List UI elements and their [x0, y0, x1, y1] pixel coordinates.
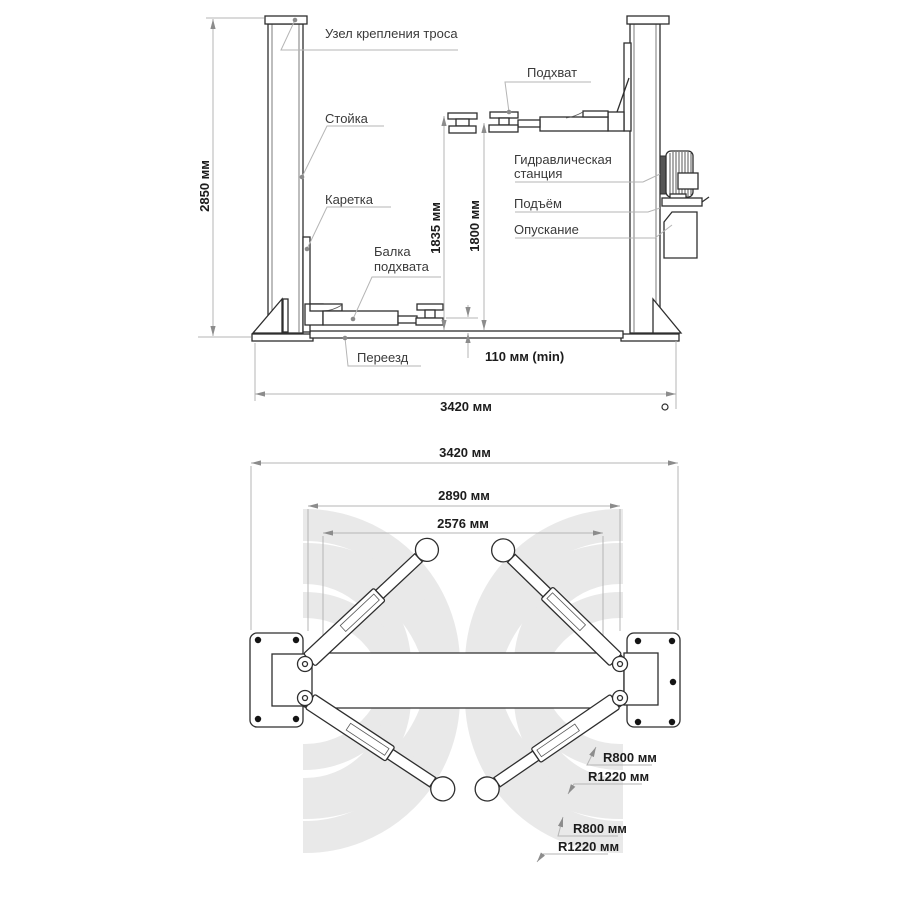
right-post-section — [624, 653, 658, 705]
dim-inner-width: 2890 мм — [438, 488, 490, 503]
label-pickup: Подхват — [527, 65, 578, 80]
cross-beam — [300, 653, 624, 708]
dim-height: 2850 мм — [197, 160, 212, 212]
release-lever — [702, 197, 709, 202]
bolt-hole — [293, 637, 299, 643]
label-post: Стойка — [325, 111, 368, 126]
label-carriage: Каретка — [325, 192, 373, 207]
left-post — [253, 16, 310, 333]
pickup-beam — [540, 117, 608, 131]
raised-arm — [489, 78, 629, 132]
pad-max-height-reference — [448, 113, 477, 133]
junction-box — [678, 173, 698, 189]
label-hydraulic-line1: Гидравлическая — [514, 152, 612, 167]
label-r800-upper: R800 мм — [603, 750, 657, 765]
foundation — [252, 331, 679, 341]
bolt-hole — [635, 638, 641, 644]
post-cap — [627, 16, 669, 24]
label-r1220-lower: R1220 мм — [558, 839, 620, 854]
top-view — [166, 445, 759, 862]
dim-lift-max: 1835 мм — [428, 202, 443, 254]
dim-between-posts: 2576 мм — [437, 516, 489, 531]
label-pickup-beam-line2: подхвата — [374, 259, 429, 274]
dim-front-width: 3420 мм — [440, 399, 492, 414]
label-r800-lower: R800 мм — [573, 821, 627, 836]
dim-lift-nominal: 1800 мм — [467, 200, 482, 252]
label-raise: Подъём — [514, 196, 562, 211]
label-r1220-upper: R1220 мм — [588, 769, 650, 784]
bolt-hole — [635, 719, 641, 725]
label-hydraulic-line2: станция — [514, 166, 563, 181]
bolt-hole — [669, 719, 675, 725]
label-driveover: Переезд — [357, 350, 409, 365]
label-lower: Опускание — [514, 222, 579, 237]
bolt-hole — [293, 716, 299, 722]
driveover-plate — [310, 331, 623, 338]
post-cap — [265, 16, 307, 24]
datum-mark — [662, 404, 668, 410]
bolt-hole — [670, 679, 676, 685]
bolt-hole — [255, 637, 261, 643]
label-cable-unit: Узел крепления троса — [325, 26, 458, 41]
bolt-hole — [255, 716, 261, 722]
carriage-raised — [624, 43, 631, 131]
dim-min-clearance: 110 мм (min) — [485, 349, 565, 364]
right-base — [621, 334, 679, 341]
hydraulic-unit — [660, 151, 709, 258]
oil-tank — [664, 212, 697, 258]
front-view — [197, 16, 709, 414]
label-pickup-beam-line1: Балка — [374, 244, 411, 259]
gusset — [653, 299, 681, 333]
left-base — [252, 334, 313, 341]
pickup-beam — [323, 311, 398, 325]
lowered-arm — [305, 304, 443, 325]
valve-block — [662, 198, 702, 206]
dim-top-width: 3420 мм — [439, 445, 491, 460]
motor-flange — [660, 156, 666, 194]
bolt-hole — [669, 638, 675, 644]
